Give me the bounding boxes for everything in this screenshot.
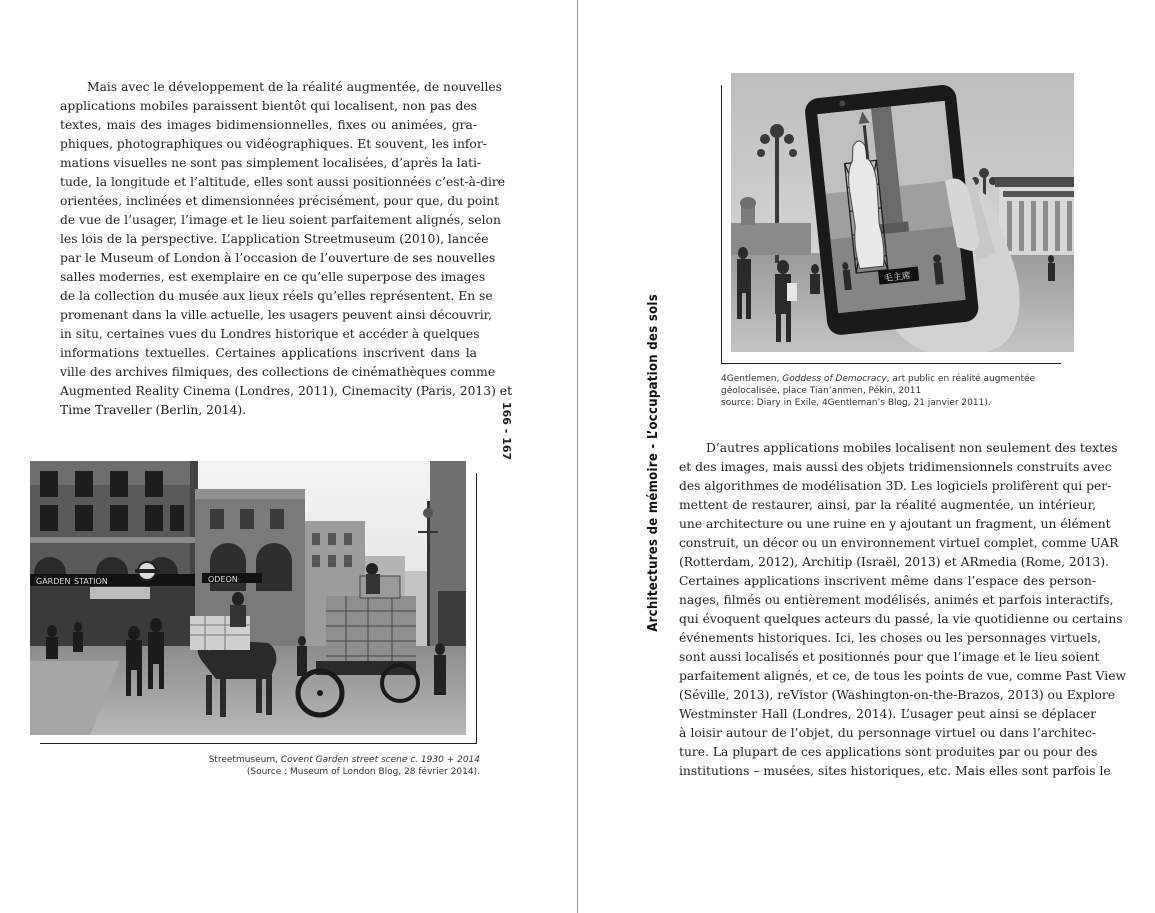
text-line: qui évoquent quelques acteurs du passé, la vie quotidienne ou certains	[679, 612, 1123, 626]
covent-garden-photo	[30, 461, 466, 735]
text-line: in situ, certaines vues du Londres historique et accéder à quelques	[60, 327, 480, 341]
text-line: à loisir autour de l’objet, du personnage virtuel ou dans l’architec-	[679, 726, 1096, 740]
text-line: Certaines applications inscrivent même dans l’espace des person-	[679, 574, 1096, 588]
caption-title: Covent Garden street scene c. 1930 + 2014	[280, 755, 480, 765]
text-line: les lois de la perspective. L’application Streetmuseum (2010), lancée	[60, 232, 489, 246]
photo-sign-odeon: ODEON	[208, 575, 238, 584]
text-line: informations textuelles. Certaines applications inscrivent dans la	[60, 346, 477, 360]
photo-sign-station: STATION	[74, 577, 108, 586]
photo-sign-garden: GARDEN	[36, 577, 71, 586]
caption-text: 4Gentlemen,	[721, 374, 783, 384]
caption-source: (Source : Museum of London Blog, 28 février 2014).	[246, 767, 480, 777]
text-line: de vue de l’usager, l’image et le lieu soient parfaitement alignés, selon	[60, 213, 501, 227]
text-line: salles modernes, est exemplaire en ce qu’elle superpose des images	[60, 270, 486, 284]
text-line: ture. La plupart de ces applications sont produites par ou pour des	[679, 745, 1098, 759]
photo-sign-mao: 毛主席	[883, 271, 912, 285]
text-line: phiques, photographiques ou vidéographiques. Et souvent, les infor-	[60, 137, 487, 151]
caption-source: source: Diary in Exile, 4Gentleman’s Blog, 21 janvier 2011).	[721, 398, 991, 408]
text-line: nages, filmés ou entièrement modélisés, animés et parfois interactifs,	[679, 593, 1114, 607]
right-photo-caption	[721, 373, 1071, 409]
text-line: orientées, inclinées et dimensionnées précisément, pour que, du point	[60, 194, 500, 208]
text-line: de la collection du musée aux lieux réels qu’elles représentent. En se	[60, 289, 493, 303]
text-line: mettent de restaurer, ainsi, par la réalité augmentée, un intérieur,	[679, 498, 1096, 512]
text-line: des algorithmes de modélisation 3D. Les logiciels prolifèrent qui per-	[679, 479, 1112, 493]
text-line: une architecture ou une ruine en y ajoutant un fragment, un élément	[679, 517, 1111, 531]
running-title: Architectures de mémoire - L’occupation des sols	[646, 294, 661, 632]
caption-title: Goddess of Democracy	[782, 374, 887, 384]
text-line: mations visuelles ne sont pas simplement localisées, d’après la lati-	[60, 156, 482, 170]
right-photo-frame-line	[721, 363, 1061, 364]
text-line: par le Museum of London à l’occasion de l’ouverture de ses nouvelles	[60, 251, 496, 265]
text-line: Westminster Hall (Londres, 2014). L’usager peut ainsi se déplacer	[679, 707, 1096, 721]
caption-text: Streetmuseum,	[208, 755, 281, 765]
left-photo-frame-line	[476, 473, 477, 743]
text-line: Time Traveller (Berlin, 2014).	[60, 403, 247, 417]
right-page-paragraph	[679, 439, 1127, 781]
text-line: institutions – musées, sites historiques, etc. Mais elles sont parfois le	[679, 764, 1111, 778]
left-photo-frame-line	[40, 743, 477, 744]
caption-text: géolocalisée, place Tian’anmen, Pékin, 2011	[721, 386, 922, 396]
text-line: Augmented Reality Cinema (Londres, 2011), Cinemacity (Paris, 2013) et	[60, 384, 513, 398]
text-line: textes, mais des images bidimensionnelles, fixes ou animées, gra-	[60, 118, 477, 132]
text-line: (Rotterdam, 2012), Architip (Israël, 2013) et ARmedia (Rome, 2013).	[679, 555, 1109, 569]
text-line: Mais avec le développement de la réalité augmentée, de nouvelles	[87, 80, 502, 94]
left-page-paragraph	[60, 78, 513, 420]
page-numbers: 166 - 167	[500, 402, 513, 461]
text-line: promenant dans la ville actuelle, les usagers peuvent ainsi découvrir,	[60, 308, 493, 322]
text-line: (Séville, 2013), reVistor (Washington-on-the-Brazos, 2013) ou Explore	[679, 688, 1116, 702]
left-photo-caption	[208, 754, 480, 778]
text-line: sont aussi localisés et positionnés pour que l’image et le lieu soient	[679, 650, 1100, 664]
text-line: parfaitement alignés, et ce, de tous les points de vue, comme Past View	[679, 669, 1127, 683]
text-line: D’autres applications mobiles localisent non seulement des textes	[706, 441, 1118, 455]
tiananmen-ar-photo	[731, 73, 1074, 352]
text-line: applications mobiles paraissent bientôt qui localisent, non pas des	[60, 99, 477, 113]
text-line: et des images, mais aussi des objets tridimensionnels construits avec	[679, 460, 1112, 474]
right-photo-frame-line	[721, 85, 722, 363]
text-line: ville des archives filmiques, des collections de cinémathèques comme	[60, 365, 496, 379]
text-line: tude, la longitude et l’altitude, elles sont aussi positionnées c’est-à-dire	[60, 175, 506, 189]
text-line: événements historiques. Ici, les choses ou les personnages virtuels,	[679, 631, 1102, 645]
text-line: construit, un décor ou un environnement virtuel complet, comme UAR	[679, 536, 1119, 550]
caption-text: , art public en réalité augmentée	[886, 374, 1036, 384]
book-gutter	[577, 0, 578, 913]
